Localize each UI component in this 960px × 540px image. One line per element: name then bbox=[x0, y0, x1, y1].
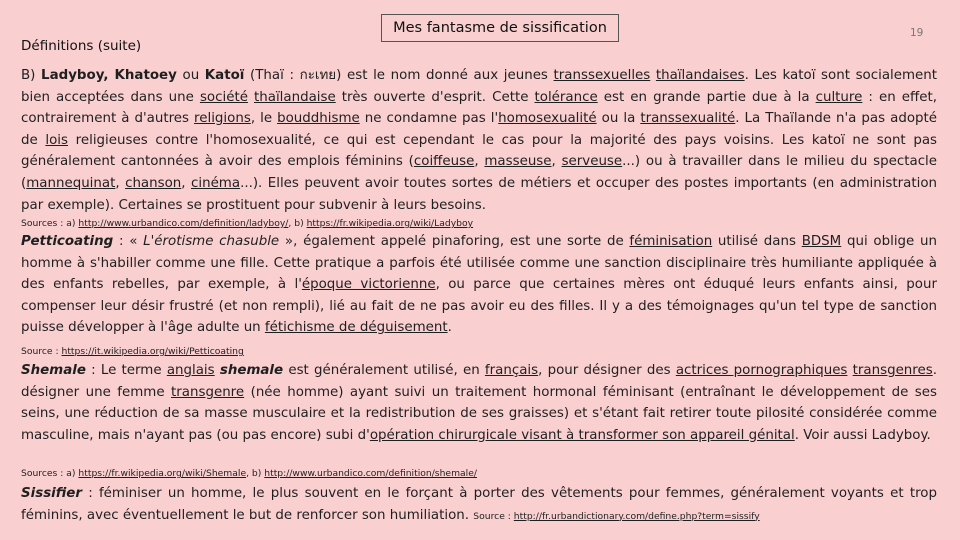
link-transgenre[interactable]: transgenre bbox=[171, 384, 245, 400]
quote: L'érotisme chasuble bbox=[143, 234, 280, 249]
term-sissifier: Sissifier bbox=[21, 486, 82, 501]
ladyboy-sources bbox=[21, 218, 937, 230]
text: religieuses contre l'homosexualité, ce qui est cependant le cas pour la majorité des pays voisins. Les katoï ne sont pas généralement cantonnées à avoir des emplois féminins ( bbox=[21, 132, 938, 170]
term-ladyboy: Ladyboy, Khatoey bbox=[41, 68, 177, 83]
link-francais[interactable]: français bbox=[484, 363, 539, 378]
source-label: Source : bbox=[21, 346, 62, 357]
text: : « bbox=[113, 234, 144, 249]
page-number: 19 bbox=[910, 27, 924, 39]
text: utilisé dans bbox=[712, 234, 802, 249]
link-masseuse[interactable]: masseuse bbox=[484, 154, 552, 170]
term-petticoating: Petticoating bbox=[21, 234, 114, 249]
source-link-a[interactable]: https://fr.wikipedia.org/wiki/Shemale bbox=[78, 468, 247, 479]
text: (née homme) ayant suivi un traitement hormonal féminisant (entraînant le développement de ses seins, une réduction de sa masse musculaire et la redistribution de ses graisses) et s'étant fait retirer toute pilosité considérée comme masculine, mais n'ayant pas (ou pas encore) subi d' bbox=[21, 384, 937, 443]
text: : féminiser un homme, le plus souvent en le forçant à porter des vêtements pour femmes, généralement voyants et trop féminins, avec éventuellement le but de renforcer son humiliation. bbox=[21, 486, 937, 523]
link-bdsm[interactable]: BDSM bbox=[801, 234, 842, 249]
text: est généralement utilisé, en bbox=[283, 363, 485, 378]
link-lois[interactable]: lois bbox=[45, 132, 69, 148]
link-epoque-victorienne[interactable]: époque victorienne bbox=[301, 277, 436, 293]
text: », également appelé pinaforing, est une sorte de bbox=[279, 234, 630, 249]
text: : Le terme bbox=[85, 363, 167, 378]
text: , le bbox=[250, 111, 278, 127]
link-anglais[interactable]: anglais bbox=[166, 363, 215, 378]
link-homosexualite[interactable]: homosexualité bbox=[498, 111, 597, 127]
text: . La Thaïlande n'a pas adopté de bbox=[21, 111, 937, 148]
source-link-b[interactable]: http://www.urbandico.com/definition/shemale/ bbox=[264, 468, 477, 479]
text: B) bbox=[21, 68, 42, 83]
link-thailandaise[interactable]: thaïlandaise bbox=[254, 89, 336, 105]
text: , b) bbox=[246, 468, 265, 479]
text: est en grande partie due à la bbox=[597, 89, 816, 105]
link-bouddhisme[interactable]: bouddhisme bbox=[277, 111, 360, 127]
text: (Thaï : กะเทย) est le nom donné aux jeunes bbox=[244, 68, 554, 83]
text: : en effet, contrairement à d'autres bbox=[21, 89, 937, 127]
petticoating-definition bbox=[21, 231, 937, 339]
term-shemale: Shemale bbox=[21, 363, 86, 378]
link-fetichisme[interactable]: fétichisme de déguisement bbox=[264, 320, 448, 336]
link-actrices-pornographiques[interactable]: actrices pornographiques bbox=[675, 363, 848, 378]
text: . désigner une femme bbox=[21, 363, 937, 400]
source-label: Source : bbox=[473, 510, 514, 522]
shemale-definition bbox=[21, 360, 937, 446]
source-link[interactable]: http://fr.urbandictionary.com/define.php?term=sissify bbox=[513, 510, 760, 522]
source-link-a[interactable]: http://www.urbandico.com/definition/ladyboy/ bbox=[78, 218, 289, 229]
term-shemale-inline: shemale bbox=[219, 363, 284, 378]
text: très ouverte d'esprit. Cette bbox=[335, 89, 535, 105]
text: ou la bbox=[596, 111, 641, 127]
link-thailandaises[interactable]: thaïlandaises bbox=[655, 68, 745, 83]
link-transsexuelles[interactable]: transsexuelles bbox=[553, 68, 651, 83]
text: ne condamne pas l' bbox=[359, 111, 499, 127]
text: . Voir aussi Ladyboy. bbox=[794, 427, 931, 443]
shemale-sources bbox=[21, 468, 937, 480]
text: ou bbox=[176, 68, 205, 83]
link-transgenres[interactable]: transgenres bbox=[852, 363, 933, 378]
link-chanson[interactable]: chanson bbox=[125, 175, 182, 191]
text: . bbox=[447, 320, 452, 336]
text: , pour désigner des bbox=[538, 363, 676, 378]
section-title: Définitions (suite) bbox=[21, 38, 142, 54]
sissifier-definition bbox=[21, 483, 937, 527]
ladyboy-definition: B) Ladyboy, Khatoey ou Katoï (Thaï : กะเทย) est le nom donné aux jeunes transsexuelles thaïlandaises. Les katoï sont socialement bien acceptées dans une société thaïlandaise très ouverte d'esprit. Cette tolérance est en grande partie due à la culture : en effet, contrairement à d'autres religions, le bouddhisme ne condamne pas l'homosexualité ou la transsexualité. La Thaïlande n'a pas adopté de lois religieuses contre l'homosexualité, ce qui est cependant le cas pour la majorité des pays voisins. Les katoï ne sont pas généralement cantonnées à avoir des emplois féminins (coiffeuse, masseuse, serveuse...) ou à travailler dans le milieu du spectacle (mannequinat, chanson, cinéma...). Elles peuvent avoir toutes sortes de métiers et occuper des postes importants (en administration par exemple). Certaines se prostituent pour subvenir à leurs besoins. bbox=[21, 68, 938, 213]
link-culture[interactable]: culture bbox=[815, 89, 863, 105]
text: ...). Elles peuvent avoir toutes sortes de métiers et occuper des postes importants (en administration par exemple). Certaines se prostituent pour subvenir à leurs besoins. bbox=[21, 175, 938, 213]
text: qui oblige un homme à s'habiller comme une fille. Cette pratique a parfois été utilisée comme une sanction disciplinaire très humiliante appliquée à des enfants rebelles, par exemple, à l' bbox=[21, 234, 938, 293]
link-cinema[interactable]: cinéma bbox=[191, 175, 241, 191]
link-operation-chirurgicale[interactable]: opération chirurgicale visant à transformer son appareil génital bbox=[369, 427, 795, 443]
link-mannequinat[interactable]: mannequinat bbox=[26, 175, 116, 191]
link-feminisation[interactable]: féminisation bbox=[629, 234, 713, 249]
source-link[interactable]: https://it.wikipedia.org/wiki/Petticoating bbox=[61, 346, 244, 357]
text: . Les katoï sont socialement bien acceptées dans une bbox=[21, 68, 938, 105]
link-transsexualite[interactable]: transsexualité bbox=[640, 111, 736, 127]
petticoating-source bbox=[21, 346, 937, 358]
source-link-b[interactable]: https://fr.wikipedia.org/wiki/Ladyboy bbox=[306, 218, 474, 229]
text: ...) ou à travailler dans le milieu du spectacle ( bbox=[21, 154, 938, 191]
link-serveuse[interactable]: serveuse bbox=[561, 154, 623, 170]
slide-title: Mes fantasme de sissification bbox=[381, 14, 619, 42]
link-tolerance[interactable]: tolérance bbox=[534, 89, 598, 105]
source-label: Sources : a) bbox=[21, 218, 79, 229]
text: , b) bbox=[288, 218, 307, 229]
link-coiffeuse[interactable]: coiffeuse bbox=[413, 154, 475, 170]
link-religions[interactable]: religions bbox=[194, 111, 251, 127]
term-katoi: Katoï bbox=[204, 68, 245, 83]
source-label: Sources : a) bbox=[21, 468, 79, 479]
text: , ou parce que certaines mères ont éduqué leurs enfants ainsi, pour compenser leur désir frustré (et non rempli), lié au fait de ne pas avoir eu des filles. Il y a des témoignages qu'un tel type de sanction puisse développer à l'âge adulte un bbox=[21, 277, 937, 336]
link-societe[interactable]: société bbox=[199, 89, 248, 105]
